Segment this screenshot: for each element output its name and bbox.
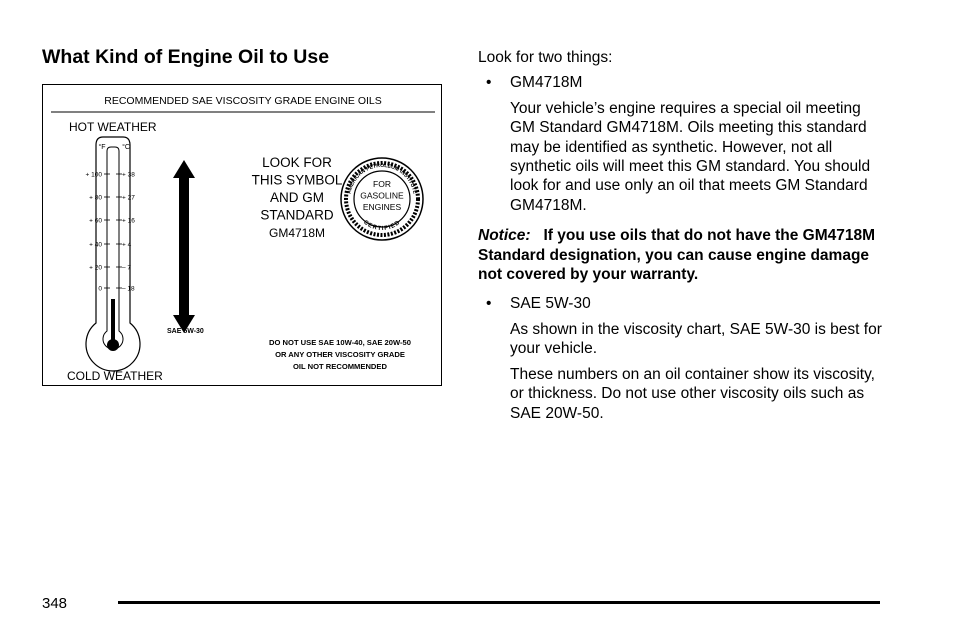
fahrenheit-unit: °F <box>98 144 106 151</box>
figure-title: RECOMMENDED SAE VISCOSITY GRADE ENGINE OILS <box>104 95 382 107</box>
tick-label-c: + 27 <box>122 194 135 202</box>
tick-label-f: + 60 <box>89 217 102 225</box>
warning-line: DO NOT USE SAE 10W-40, SAE 20W-50 <box>269 338 411 347</box>
warning-text <box>269 338 411 371</box>
tick-label-f: 0 <box>98 285 102 293</box>
look-for-line: LOOK FOR <box>262 155 332 170</box>
seal-center-line: ENGINES <box>362 202 402 212</box>
sae-paragraph-2: These numbers on an oil container show its viscosity, or thickness. Do not use other viscosity oils such as SAE 20W-50. <box>510 365 875 422</box>
notice-paragraph <box>478 226 888 284</box>
viscosity-chart-svg <box>43 85 443 387</box>
seal-top-text: AMERICAN PETROLEUM INSTITUTE <box>346 162 418 195</box>
warning-line: OIL NOT RECOMMENDED <box>293 362 387 371</box>
look-for-line: THIS SYMBOL <box>251 172 343 188</box>
bullet-gm4718m <box>478 73 888 92</box>
notice-text: If you use oils that do not have the GM4718M Standard designation, you can cause engine damage not covered by your warranty. <box>478 227 876 284</box>
hot-weather-label: HOT WEATHER <box>69 120 157 134</box>
tick-label-c: + 16 <box>122 217 135 225</box>
look-for-text <box>252 155 343 240</box>
body-text-column <box>478 48 888 423</box>
bullet-dot: • <box>486 295 492 313</box>
look-for-line: GM4718M <box>268 226 326 240</box>
section-heading: What Kind of Engine Oil to Use <box>42 46 330 68</box>
viscosity-chart-figure <box>42 84 442 386</box>
tick-label-f: + 80 <box>89 194 102 202</box>
look-for-line: AND GM <box>270 190 324 205</box>
tick-label-c: + 4 <box>122 241 132 249</box>
notice-label: Notice: <box>478 227 531 245</box>
look-for-line: STANDARD <box>260 207 334 223</box>
bullet-sae-label: SAE 5W-30 <box>510 295 591 313</box>
footer-rule <box>118 601 880 604</box>
tick-label-c: – 18 <box>122 285 135 293</box>
celsius-unit: °C <box>122 144 130 151</box>
tick-label-f: + 40 <box>89 241 102 249</box>
intro-text: Look for two things: <box>478 49 613 66</box>
gm4718m-paragraph: Your vehicle’s engine requires a special oil meeting GM Standard GM4718M. Oils meeting this standard may be identified as synthetic. However, not all synthetic oils will meet this GM standard. You should look for and use only an oil that meets GM Standard GM4718M. <box>510 99 871 214</box>
warning-line: OR ANY OTHER VISCOSITY GRADE <box>275 350 405 359</box>
temperature-ticks <box>86 172 136 293</box>
double-arrow-icon <box>173 160 195 333</box>
sae-paragraph-1: As shown in the viscosity chart, SAE 5W-30 is best for your vehicle. <box>510 320 882 358</box>
seal-center-line: GASOLINE <box>360 190 404 201</box>
page-number: 348 <box>42 595 68 612</box>
tick-label-c: – 7 <box>122 264 132 272</box>
seal-center-line: FOR <box>373 179 391 189</box>
bullet-gm4718m-label: GM4718M <box>510 74 583 92</box>
seal-bottom-text: CERTIFIED <box>362 219 402 233</box>
cold-weather-label: COLD WEATHER <box>67 369 163 383</box>
tick-label-f: + 20 <box>89 264 102 272</box>
tick-label-f: + 100 <box>85 171 102 179</box>
api-certification-seal <box>341 158 423 240</box>
bullet-dot: • <box>486 74 492 92</box>
arrow-label: SAE 5W-30 <box>167 328 204 335</box>
bullet-sae-5w30 <box>478 294 888 313</box>
tick-label-c: + 38 <box>122 171 135 179</box>
